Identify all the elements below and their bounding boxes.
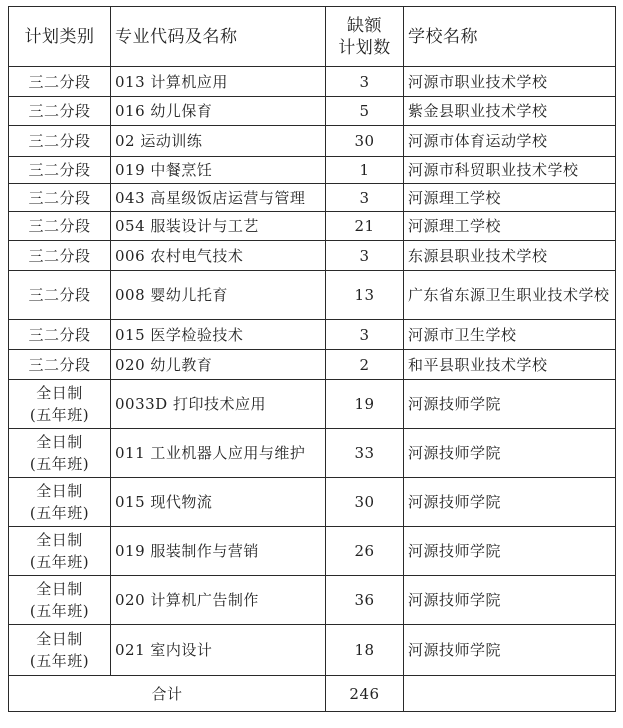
table-row [9,271,616,320]
cell-school: 河源技师学院 [404,527,616,576]
cell-category [9,576,111,625]
table-row [9,625,616,676]
cell-count: 2 [326,350,404,380]
category-line2: (五年班) [29,602,90,620]
category-line2: (五年班) [29,406,90,424]
cell-school: 河源技师学院 [404,576,616,625]
table-row [9,350,616,380]
cell-major: 008 婴幼儿托育 [111,271,326,320]
cell-school: 河源市体育运动学校 [404,126,616,157]
table-row [9,241,616,271]
cell-major: 015 现代物流 [111,478,326,527]
header-school: 学校名称 [404,7,616,67]
cell-school: 河源技师学院 [404,429,616,478]
header-major: 专业代码及名称 [111,7,326,67]
cell-count: 18 [326,625,404,676]
cell-major: 054 服装设计与工艺 [111,212,326,241]
category-line1: 全日制 [36,384,83,402]
table-row [9,576,616,625]
cell-category [9,625,111,676]
cell-count: 30 [326,478,404,527]
cell-count: 3 [326,241,404,271]
cell-school: 和平县职业技术学校 [404,350,616,380]
table-row [9,97,616,126]
category-line2: (五年班) [29,455,90,473]
cell-school: 河源理工学校 [404,212,616,241]
cell-count: 21 [326,212,404,241]
cell-major: 020 计算机广告制作 [111,576,326,625]
cell-category [9,527,111,576]
table-row [9,212,616,241]
enrollment-table [8,6,616,712]
category-line2: (五年班) [29,652,90,670]
cell-school: 河源技师学院 [404,380,616,429]
cell-count: 13 [326,271,404,320]
cell-major: 021 室内设计 [111,625,326,676]
cell-category: 三二分段 [9,67,111,97]
cell-category [9,478,111,527]
cell-category: 三二分段 [9,157,111,184]
category-line2: (五年班) [29,553,90,571]
cell-school: 东源县职业技术学校 [404,241,616,271]
header-category: 计划类别 [9,7,111,67]
cell-category: 三二分段 [9,126,111,157]
table-row [9,126,616,157]
cell-count: 36 [326,576,404,625]
category-line1: 全日制 [36,482,83,500]
cell-count: 3 [326,320,404,350]
table-row [9,184,616,212]
total-label: 合计 [9,676,326,712]
cell-category: 三二分段 [9,271,111,320]
table-row [9,380,616,429]
table-row [9,527,616,576]
cell-major: 015 医学检验技术 [111,320,326,350]
cell-count: 33 [326,429,404,478]
total-row [9,676,616,712]
category-line2: (五年班) [29,504,90,522]
cell-school: 河源市科贸职业技术学校 [404,157,616,184]
table-row [9,67,616,97]
cell-count: 5 [326,97,404,126]
cell-major: 0033D 打印技术应用 [111,380,326,429]
cell-category [9,429,111,478]
cell-count: 1 [326,157,404,184]
cell-school: 河源理工学校 [404,184,616,212]
category-line1: 全日制 [36,531,83,549]
header-vacancy-line1: 缺额 [347,15,382,36]
cell-category: 三二分段 [9,184,111,212]
total-school [404,676,616,712]
cell-major: 02 运动训练 [111,126,326,157]
cell-category: 三二分段 [9,212,111,241]
cell-school: 河源市职业技术学校 [404,67,616,97]
table-header-row [9,7,616,67]
cell-category: 三二分段 [9,320,111,350]
table-row [9,320,616,350]
category-line1: 全日制 [36,433,83,451]
cell-major: 019 服装制作与营销 [111,527,326,576]
header-vacancy-line2: 计划数 [338,37,391,58]
table-row [9,157,616,184]
cell-category: 三二分段 [9,97,111,126]
cell-major: 043 高星级饭店运营与管理 [111,184,326,212]
cell-major: 019 中餐烹饪 [111,157,326,184]
cell-count: 30 [326,126,404,157]
cell-major: 011 工业机器人应用与维护 [111,429,326,478]
cell-major: 020 幼儿教育 [111,350,326,380]
cell-major: 016 幼儿保育 [111,97,326,126]
total-count: 246 [326,676,404,712]
cell-category: 三二分段 [9,350,111,380]
header-vacancy [326,7,404,67]
cell-major: 006 农村电气技术 [111,241,326,271]
cell-school: 紫金县职业技术学校 [404,97,616,126]
cell-school: 河源市卫生学校 [404,320,616,350]
cell-count: 3 [326,67,404,97]
category-line1: 全日制 [36,580,83,598]
cell-count: 19 [326,380,404,429]
cell-category [9,380,111,429]
table-row [9,478,616,527]
cell-school: 河源技师学院 [404,478,616,527]
cell-school: 广东省东源卫生职业技术学校 [404,271,616,320]
cell-school: 河源技师学院 [404,625,616,676]
category-line1: 全日制 [36,630,83,648]
cell-major: 013 计算机应用 [111,67,326,97]
cell-category: 三二分段 [9,241,111,271]
cell-count: 3 [326,184,404,212]
table-row [9,429,616,478]
cell-count: 26 [326,527,404,576]
